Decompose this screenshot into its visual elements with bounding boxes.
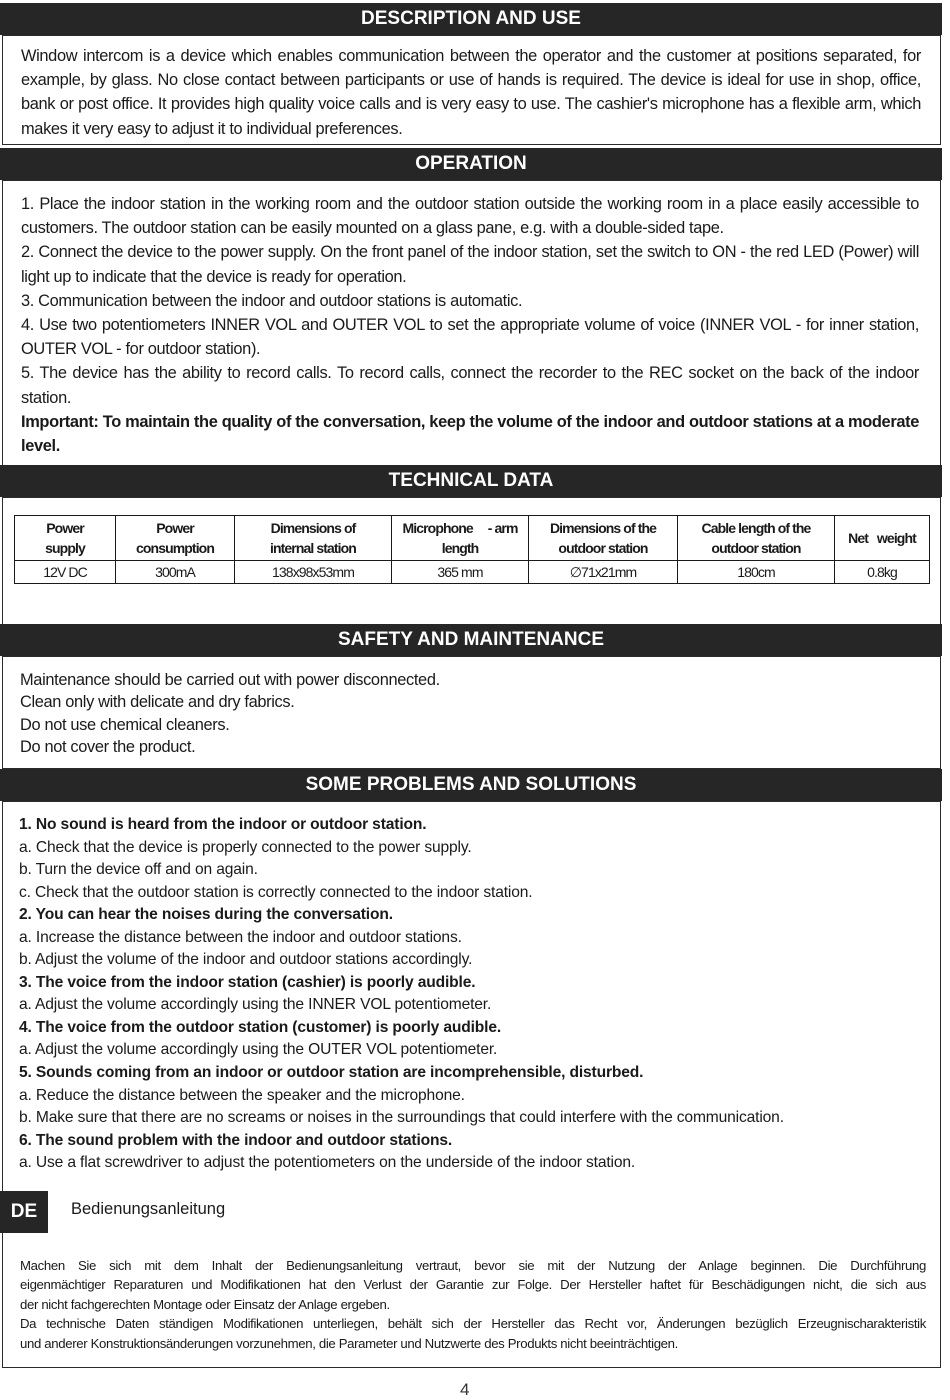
operation-line: OUTER VOL - for outdoor station).: [21, 340, 261, 359]
german-line: Da technische Daten ständigen Modifikationen unterliegen, behält sich der Hersteller das Recht vor, Änderungen bezüglich Erzeugnischarakteristik: [20, 1316, 926, 1332]
problem-heading: 3. The voice from the indoor station (cashier) is poorly audible.: [19, 973, 476, 991]
value-net-weight: 0.8kg: [835, 561, 930, 584]
solution-item: a. Use a flat screwdriver to adjust the potentiometers on the underside of the indoor station.: [19, 1154, 636, 1172]
problem-heading: 2. You can hear the noises during the conversation.: [19, 906, 393, 924]
problem-heading: 1. No sound is heard from the indoor or outdoor station.: [19, 816, 427, 833]
solution-item: b. Adjust the volume of the indoor and outdoor stations accordingly.: [19, 951, 473, 969]
solution-item: a. Increase the distance between the indoor and outdoor stations.: [19, 928, 462, 946]
safety-header: SAFETY AND MAINTENANCE: [0, 624, 942, 656]
safety-line: Do not use chemical cleaners.: [20, 715, 230, 734]
technical-value-row: [15, 561, 930, 584]
problem-heading: 4. The voice from the outdoor station (customer) is poorly audible.: [19, 1018, 502, 1036]
safety-line: Maintenance should be carried out with power disconnected.: [20, 671, 440, 689]
value-cable-length: 180cm: [678, 561, 835, 584]
problem-heading: 6. The sound problem with the indoor and outdoor stations.: [19, 1131, 453, 1149]
german-line: Machen Sie sich mit dem Inhalt der Bedienungsanleitung vertraut, bevor sie mit der Nutzung der Anlage beginnen. Die Durchführung: [20, 1258, 926, 1273]
description-line: Window intercom is a device which enables communication between the operator and the customer at positions separated, for: [21, 47, 921, 65]
important-note: Important: To maintain the quality of the conversation, keep the volume of the indoor and outdoor stations at a moderate: [21, 412, 919, 431]
description-line: bank or post office. It provides high quality voice calls and is very easy to use. The cashier's microphone has a flexible arm, which: [21, 95, 921, 114]
problems-header: SOME PROBLEMS AND SOLUTIONS: [0, 769, 942, 801]
value-power-supply: 12V DC: [15, 561, 116, 584]
solution-item: a. Check that the device is properly connected to the power supply.: [19, 838, 472, 856]
page-number: 4: [460, 1380, 470, 1399]
german-line: und anderer Konstruktionsänderungen vorzunehmen, die Parameter und Nutzwerte des Produkts nicht beeinträchtigen.: [20, 1335, 678, 1351]
operation-text: [21, 192, 919, 458]
col-power-supply: Power supply: [15, 516, 116, 561]
german-line: der nicht fachgerechten Montage oder Einsatz der Anlage ergeben.: [20, 1296, 390, 1312]
description-line: makes it very easy to adjust it to individual preferences.: [21, 119, 403, 138]
operation-line: customers. The outdoor station can be easily mounted on a glass pane, e.g. with a double-sided tape.: [21, 219, 724, 238]
solution-item: a. Reduce the distance between the speaker and the microphone.: [19, 1086, 465, 1104]
operation-header: OPERATION: [0, 148, 942, 180]
value-power-consumption: 300mA: [116, 561, 235, 584]
operation-line: 4. Use two potentiometers INNER VOL and OUTER VOL to set the appropriate volume of voice (INNER VOL - for inner station,: [21, 316, 919, 335]
technical-header-row: [15, 516, 930, 561]
col-net-weight: Net weight: [835, 516, 930, 561]
value-outdoor-dimensions: ∅71x21mm: [529, 561, 678, 584]
important-note-end: level.: [21, 437, 60, 456]
operation-line: 3. Communication between the indoor and outdoor stations is automatic.: [21, 291, 523, 310]
german-line: eigenmächtiger Reparaturen und Modifikationen hat den Verlust der Garantie zur Folge. Der Hersteller haftet für Beschädigungen nicht, die sich aus: [20, 1277, 926, 1293]
german-title: Bedienungsanleitung: [71, 1200, 226, 1218]
operation-line: 1. Place the indoor station in the working room and the outdoor station outside the working room in a place easily accessible to: [21, 195, 919, 213]
problems-text: [19, 814, 784, 1175]
solution-item: b. Make sure that there are no screams or noises in the surroundings that could interfere with the communication.: [19, 1109, 784, 1127]
description-line: example, by glass. No close contact between participants or use of hands is required. The device is ideal for use in shop, office,: [21, 71, 921, 90]
description-header: DESCRIPTION AND USE: [0, 3, 942, 35]
safety-text: [20, 669, 440, 758]
value-microphone-arm: 365 mm: [392, 561, 529, 584]
col-internal-dimensions: Dimensions of internal station: [235, 516, 392, 561]
col-power-consumption: Power consumption: [116, 516, 235, 561]
col-microphone-arm: Microphone - arm length: [392, 516, 529, 561]
safety-line: Do not cover the product.: [20, 737, 196, 756]
col-cable-length: Cable length of the outdoor station: [678, 516, 835, 561]
col-outdoor-dimensions: Dimensions of the outdoor station: [529, 516, 678, 561]
solution-item: a. Adjust the volume accordingly using the OUTER VOL potentiometer.: [19, 1041, 498, 1059]
safety-line: Clean only with delicate and dry fabrics.: [20, 693, 295, 712]
operation-line: light up to indicate that the device is ready for operation.: [21, 267, 407, 286]
solution-item: c. Check that the outdoor station is correctly connected to the indoor station.: [19, 883, 533, 901]
operation-line: station.: [21, 388, 72, 407]
operation-line: 2. Connect the device to the power supply. On the front panel of the indoor station, set the switch to ON - the red LED (Power) will: [21, 243, 919, 262]
value-internal-dimensions: 138x98x53mm: [235, 561, 392, 584]
problem-heading: 5. Sounds coming from an indoor or outdoor station are incomprehensible, disturbed.: [19, 1064, 644, 1082]
technical-header: TECHNICAL DATA: [0, 465, 942, 497]
operation-line: 5. The device has the ability to record calls. To record calls, connect the recorder to the REC socket on the back of the indoor: [21, 364, 919, 383]
language-badge-de: DE: [0, 1191, 48, 1233]
solution-item: b. Turn the device off and on again.: [19, 861, 258, 879]
technical-table: [14, 515, 930, 584]
solution-item: a. Adjust the volume accordingly using the INNER VOL potentiometer.: [19, 996, 492, 1014]
description-text: [21, 44, 921, 141]
german-intro-text: [20, 1256, 926, 1353]
